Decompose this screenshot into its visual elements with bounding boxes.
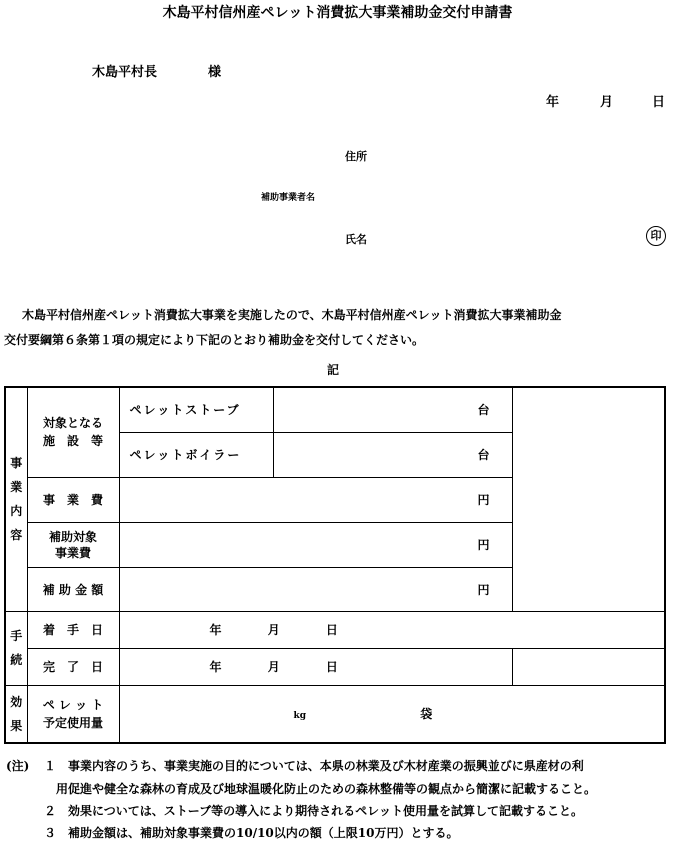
pellet-boiler-label: ペレットボイラー — [119, 432, 273, 477]
unit-count-label: 台 — [477, 448, 490, 462]
start-date-label: 着 手 日 — [27, 611, 119, 648]
applicant-label: 補助事業者名 — [261, 193, 316, 203]
body-line-2: 交付要綱第６条第１項の規定により下記のとおり補助金を交付してください。 — [4, 333, 425, 347]
date-day-label: 日 — [325, 660, 338, 674]
note-1-number: １ — [44, 759, 57, 773]
name-label: 氏名 — [345, 233, 367, 246]
blank-cell — [512, 648, 665, 685]
date-day-label: 日 — [652, 95, 666, 110]
pellet-stove-label: ペレットストーブ — [119, 387, 273, 432]
end-date-field[interactable] — [119, 648, 512, 685]
unit-count-label: 台 — [477, 403, 490, 418]
start-date-field[interactable] — [119, 611, 665, 648]
date-month-label: 月 — [267, 660, 280, 674]
section-content-label: 事 業 内 容 — [5, 387, 27, 611]
date-day-label: 日 — [325, 623, 338, 637]
eligible-cost-field[interactable] — [119, 522, 512, 567]
pellet-boiler-count-field[interactable] — [273, 432, 512, 477]
unit-yen-label: 円 — [477, 538, 490, 552]
pellet-usage-label: ペ レ ッ ト 予定使用量 — [27, 685, 119, 743]
honorific: 様 — [208, 65, 222, 80]
note-3-text: 補助金額は、補助対象事業費の10/10以内の額（上限10万円）とする。 — [68, 826, 459, 840]
project-cost-label: 事 業 費 — [27, 477, 119, 522]
note-3-number: ３ — [44, 826, 57, 840]
note-1-line-2: 用促進や健全な森林の育成及び地球温暖化防止のための森林整備等の観点から簡潔に記載すること。 — [56, 782, 597, 796]
note-1-line-1: 事業内容のうち、事業実施の目的については、本県の林業及び木材産業の振興並びに県産材の利 — [68, 759, 584, 773]
addressee: 木島平村長 — [92, 65, 158, 80]
pellet-stove-count-field[interactable] — [273, 387, 512, 432]
unit-yen-label: 円 — [477, 582, 490, 597]
note-2-text: 効果については、ストーブ等の導入により期待されるペレット使用量を試算して記載すること。 — [68, 804, 584, 818]
project-cost-field[interactable] — [119, 477, 512, 522]
target-facilities-label: 対象となる 施 設 等 — [27, 387, 119, 477]
application-table — [4, 386, 666, 744]
unit-yen-label: 円 — [477, 493, 490, 507]
ki-label: 記 — [327, 363, 340, 377]
subsidy-amount-label: 補 助 金 額 — [27, 567, 119, 611]
section-schedule-label: 手 続 — [5, 611, 27, 685]
eligible-cost-label: 補助対象 事業費 — [27, 522, 119, 567]
body-line-1: 木島平村信州産ペレット消費拡大事業を実施したので、木島平村信州産ペレット消費拡大事業補助金 — [22, 308, 562, 322]
date-year-label: 年 — [546, 95, 560, 110]
blank-cell — [512, 387, 665, 611]
document-title: 木島平村信州産ペレット消費拡大事業補助金交付申請書 — [162, 5, 513, 21]
note-2-number: ２ — [44, 804, 57, 818]
date-month-label: 月 — [600, 95, 614, 110]
date-year-label: 年 — [209, 623, 222, 637]
pellet-usage-field[interactable] — [119, 685, 665, 743]
unit-bag-label: 袋 — [420, 707, 433, 722]
address-label: 住所 — [345, 150, 367, 163]
subsidy-amount-field[interactable] — [119, 567, 512, 611]
end-date-label: 完 了 日 — [27, 648, 119, 685]
seal-icon: 印 — [646, 226, 666, 246]
date-month-label: 月 — [267, 623, 280, 637]
notes-prefix: (注) — [6, 759, 30, 773]
section-effect-label: 効 果 — [5, 685, 27, 743]
date-year-label: 年 — [209, 660, 222, 674]
unit-kg-label: kg — [293, 711, 307, 722]
